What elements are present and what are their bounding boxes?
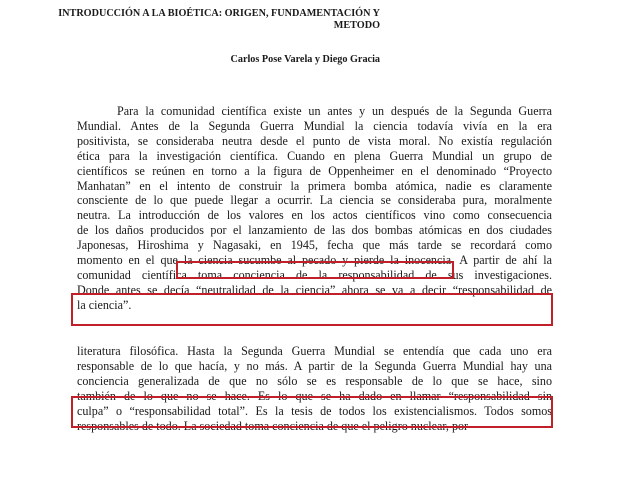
text-line: literatura filosófica. Hasta la Segunda Guerra Mundial se entendía que cada uno era: [77, 344, 552, 358]
title-line: INTRODUCCIÓN A LA BIOÉTICA: ORIGEN, FUNDAMENTACIÓN Y: [58, 8, 380, 19]
paragraph-2: [77, 344, 552, 433]
text-line: Japonesas, Hiroshima y Nagasaki, en 1945, fecha que más tarde se recordará como: [77, 238, 552, 253]
text-line: científicos se reúnen en torno a la figura de Oppenheimer en el denominado “Proyecto: [77, 163, 552, 178]
text-line: también de lo que no se hace. Es lo que se ha dado en llamar “responsabilidad sin: [77, 388, 552, 403]
text-line: comunidad científica toma conciencia de la responsabilidad de sus investigaciones.: [77, 267, 552, 282]
text-line: de los daños producidos por el lanzamiento de las dos bombas atómicas en dos ciudades: [77, 223, 552, 238]
text-line: conciencia generalizada de que no sólo se es responsable de lo que se hace, sino: [77, 373, 552, 388]
text-line: responsable de lo que hacía, y no más. A partir de la Segunda Guerra Mundial hay una: [77, 358, 552, 373]
text-line: la ciencia”.: [77, 297, 132, 312]
text-line: positivista, se consideraba neutra desde el punto de vista moral. No existía regulación: [77, 133, 552, 148]
text-line: culpa” o “responsabilidad total”. Es la tesis de todos los existencialismos. Todos somos: [77, 403, 552, 418]
document-authors: Carlos Pose Varela y Diego Gracia: [230, 54, 380, 65]
title-line: METODO: [333, 20, 380, 31]
text-line: ética para la investigación científica. Cuando en plena Guerra Mundial un grupo de: [77, 148, 552, 163]
text-line: Para la comunidad científica existe un antes y un después de la Segunda Guerra: [117, 104, 552, 118]
text-line: Donde antes se decía “neutralidad de la ciencia” ahora se va a decir “responsabilidad de: [77, 282, 552, 297]
text-line: responsables de todo. La sociedad toma conciencia de que el peligro nuclear, por: [77, 418, 469, 433]
text-line: momento en el que la ciencia sucumbe al pecado y pierde la inocencia. A partir de ahí la: [77, 253, 552, 268]
text-line: neutra. La introducción de los valores en los actos científicos vino como consecuencia: [77, 208, 552, 223]
text-line: Manhatan” en el intento de construir la primera bomba atómica, nadie es claramente: [77, 178, 552, 193]
text-line: Mundial. Antes de la Segunda Guerra Mundial la ciencia todavía vivía en la era: [77, 118, 552, 133]
document-title: [30, 8, 380, 32]
text-line: consciente de lo que puede llegar a ocurrir. La ciencia se consideraba pura, moralmente: [77, 193, 552, 208]
paragraph-1: [77, 104, 552, 313]
